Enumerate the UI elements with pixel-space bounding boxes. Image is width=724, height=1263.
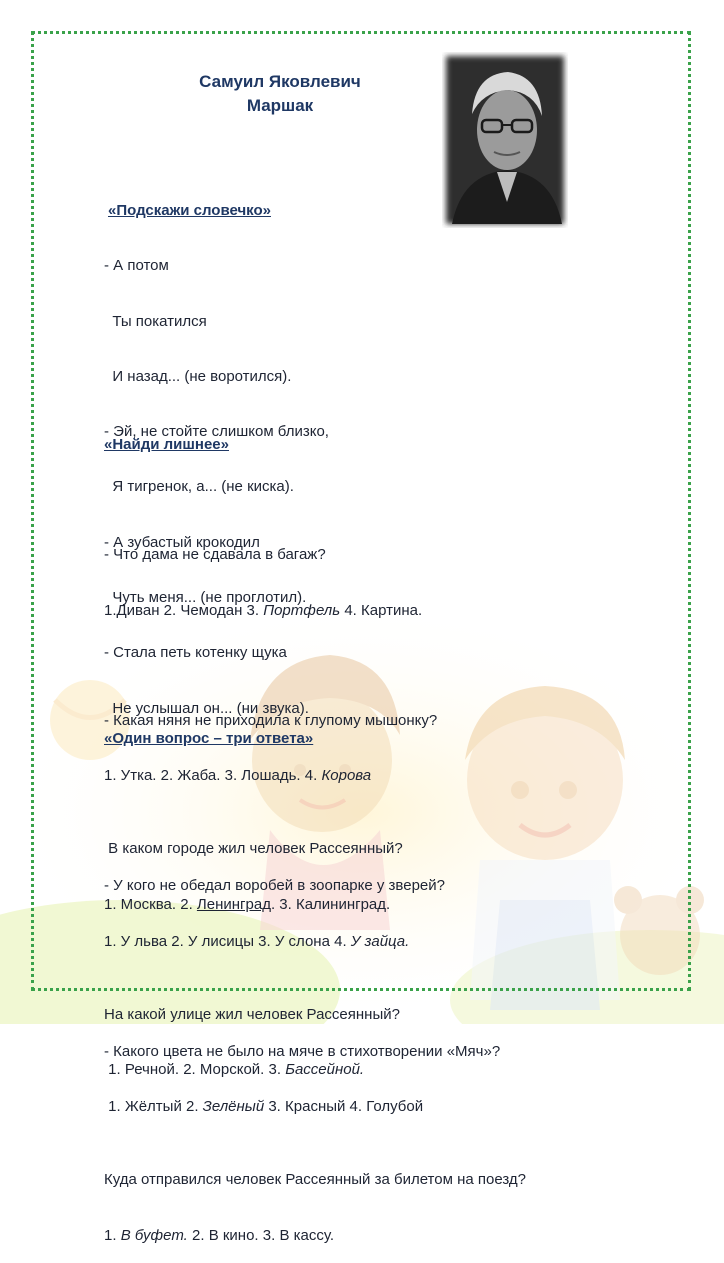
answer-options: 1. Москва. 2. Ленинград. 3. Калининград. <box>104 895 391 913</box>
poem-line: И назад... (не воротился). <box>104 367 292 385</box>
section-heading: «Подскажи словечко» <box>108 202 271 219</box>
author-portrait <box>442 52 568 228</box>
question-text: В каком городе жил человек Рассеянный? <box>104 840 403 858</box>
answer-options: 1. У льва 2. У лисицы 3. У слона 4. У зайца. <box>104 932 410 950</box>
section-heading: «Один вопрос – три ответа» <box>104 730 314 747</box>
poem-line: Не услышал он... (ни звука). <box>104 699 309 717</box>
section-one-question-three-answers <box>104 694 526 1263</box>
poem-line: - А потом <box>104 257 169 275</box>
answer-options: 1. Речной. 2. Морской. 3. Бассейной. <box>104 1061 365 1079</box>
question-text: - Что дама не сдавала в багаж? <box>104 546 326 564</box>
question-text: Куда отправился человек Рассеянный за билетом на поезд? <box>104 1171 526 1189</box>
portrait-face <box>477 90 537 170</box>
page-title <box>180 70 380 118</box>
poem-line: Чуть меня... (не проглотил). <box>104 589 307 607</box>
poem-line: - Эй, не стойте слишком близко, <box>104 423 329 441</box>
poem-line: - Стала петь котенку щука <box>104 644 287 662</box>
question-text: - Какого цвета не было на мяче в стихотворении «Мяч»? <box>104 1043 501 1061</box>
poem-line: Ты покатился <box>104 312 207 330</box>
poem-line: - А зубастый крокодил <box>104 533 260 551</box>
section-heading: «Найди лишнее» <box>104 436 229 453</box>
question-text: - Какая няня не приходила к глупому мышонку? <box>104 711 438 729</box>
answer-options: 1.Диван 2. Чемодан 3. Портфель 4. Картина. <box>104 601 423 619</box>
title-line-1: Самуил Яковлевич <box>199 72 361 91</box>
answer-options: 1. Жёлтый 2. Зелёный 3. Красный 4. Голубой <box>104 1098 424 1116</box>
question-text: На какой улице жил человек Рассеянный? <box>104 1005 400 1023</box>
answer-options: 1. Утка. 2. Жаба. 3. Лошадь. 4. Корова <box>104 767 372 785</box>
title-line-2: Маршак <box>246 96 314 115</box>
question-text: - У кого не обедал воробей в зоопарке у зверей? <box>104 877 445 895</box>
answer-options: 1. В буфет. 2. В кино. 3. В кассу. <box>104 1226 335 1244</box>
poem-line: Я тигренок, а... (не киска). <box>104 478 294 496</box>
